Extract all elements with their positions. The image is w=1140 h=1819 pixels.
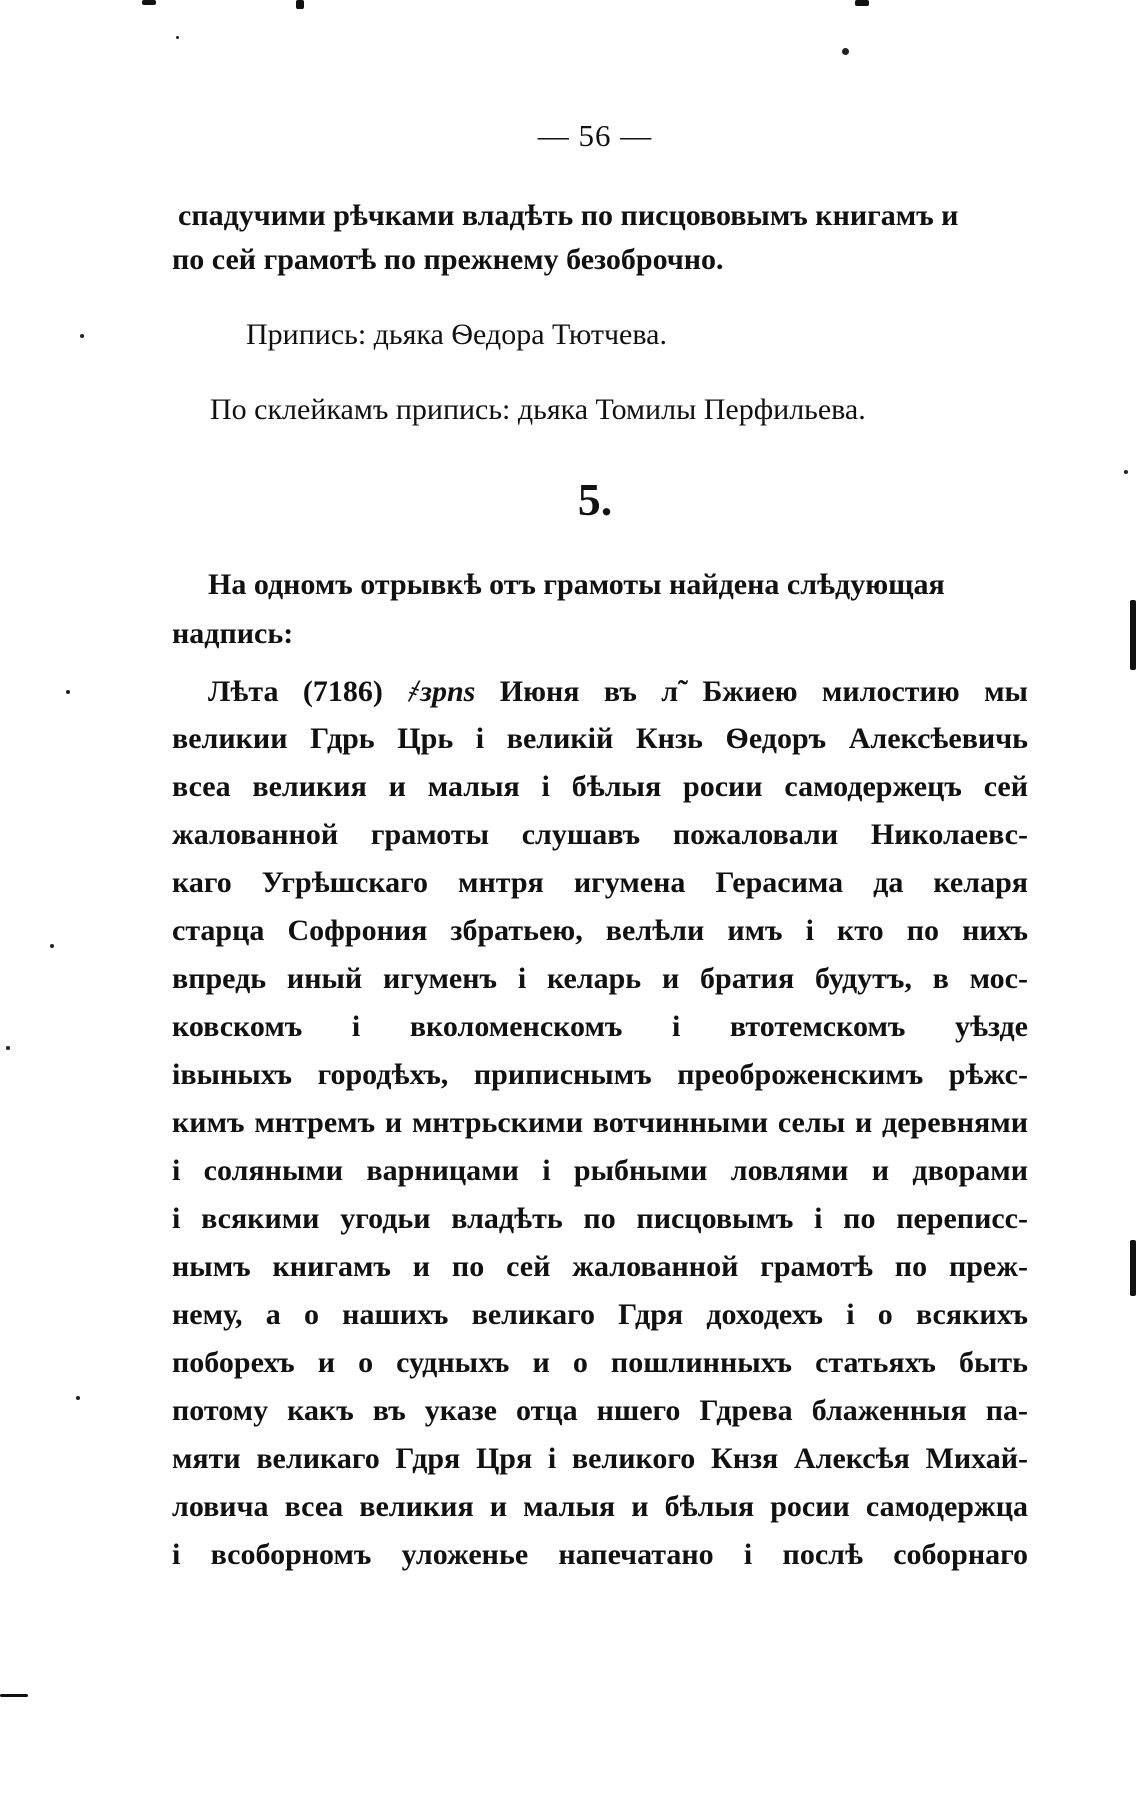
scan-mark: [855, 0, 869, 6]
scan-edge: [1130, 1240, 1136, 1296]
charter-line-3: всеа великия и малыя і бѣлыя росии самодержецъ сей: [172, 770, 1028, 803]
church-slavonic-day: л̃: [661, 675, 679, 708]
charter-line-1: [172, 672, 1028, 712]
skleiki-line: По склейкамъ припись: дьяка Томилы Перфильева.: [210, 393, 866, 426]
pripis-line: Припись: дьяка Ѳедора Тютчева.: [246, 318, 667, 351]
charter-line-9: івыныхъ городѣхъ, приписнымъ преоброженскимъ рѣжс-: [172, 1058, 1028, 1091]
charter-month: Июня въ: [499, 675, 637, 708]
scan-speck: [176, 36, 179, 39]
scan-edge: [1130, 600, 1136, 670]
charter-line-19: і всоборномъ уложенье напечатано і послѣ соборнаго: [172, 1538, 1028, 1571]
charter-line-14: нему, а о нашихъ великаго Гдря доходехъ і о всякихъ: [172, 1298, 1028, 1331]
charter-line-7: впредь иный игуменъ і келарь и братия будутъ, в мос-: [172, 962, 1028, 995]
intro-line-2: надпись:: [172, 617, 294, 650]
scan-speck: [842, 48, 849, 55]
intro-line-1: На одномъ отрывкѣ отъ грамоты найдена слѣдующая: [208, 568, 945, 601]
charter-year: Лѣта (7186): [208, 675, 383, 708]
charter-line-2: великии Гдрь Црь і великій Кнзь Ѳедоръ Алексѣевичь: [172, 722, 1028, 755]
section-number: 5.: [577, 474, 613, 525]
scan-speck: [6, 1046, 10, 1050]
charter-opening: Бжиею милостию мы: [702, 675, 1028, 708]
scan-speck: [1124, 470, 1128, 474]
scan-mark: [296, 0, 304, 9]
charter-line-18: ловича всеа великия и малыя и бѣлыя росии самодержца: [172, 1490, 1028, 1523]
charter-line-8: ковскомъ і вколоменскомъ і втотемскомъ уѣзде: [172, 1010, 1028, 1043]
scan-mark: [142, 0, 156, 5]
scan-speck: [66, 690, 70, 694]
charter-line-4: жалованной грамоты слушавъ пожаловали Николаевс-: [172, 818, 1028, 851]
charter-line-10: кимъ мнтремъ и мнтрьскими вотчинными селы и деревнями: [172, 1106, 1028, 1139]
scan-speck: [76, 1396, 80, 1400]
charter-line-11: і соляными варницами і рыбными ловлями и дворами: [172, 1154, 1028, 1187]
scan-speck: [50, 944, 54, 948]
charter-line-6: старца Софрония збратьею, велѣли имъ і кто по нихъ: [172, 914, 1028, 947]
charter-line-12: і всякими угодьи владѣть по писцовымъ і по переписс-: [172, 1202, 1028, 1235]
continuation-line-1: спадучими рѣчками владѣть по писцововымъ книгамъ и: [178, 199, 959, 232]
charter-line-13: нымъ книгамъ и по сей жалованной грамотѣ по преж-: [172, 1250, 1028, 1283]
scan-speck: [80, 334, 84, 338]
charter-line-15: поборехъ и о судныхъ и о пошлинныхъ статьяхъ быть: [172, 1346, 1028, 1379]
charter-line-17: мяти великаго Гдря Цря і великого Кнзя Алексѣя Михай-: [172, 1442, 1028, 1475]
charter-line-5: каго Угрѣшскаго мнтря игумена Герасима да келаря: [172, 866, 1028, 899]
scan-edge: [0, 1694, 28, 1697]
continuation-line-2: по сей грамотѣ по прежнему безоброчно.: [172, 243, 724, 276]
church-slavonic-date: ҂зрпѕ: [407, 675, 476, 708]
charter-line-16: потому какъ въ указе отца ншего Гдрева блаженныя па-: [172, 1394, 1028, 1427]
page-number: — 56 —: [537, 118, 653, 153]
